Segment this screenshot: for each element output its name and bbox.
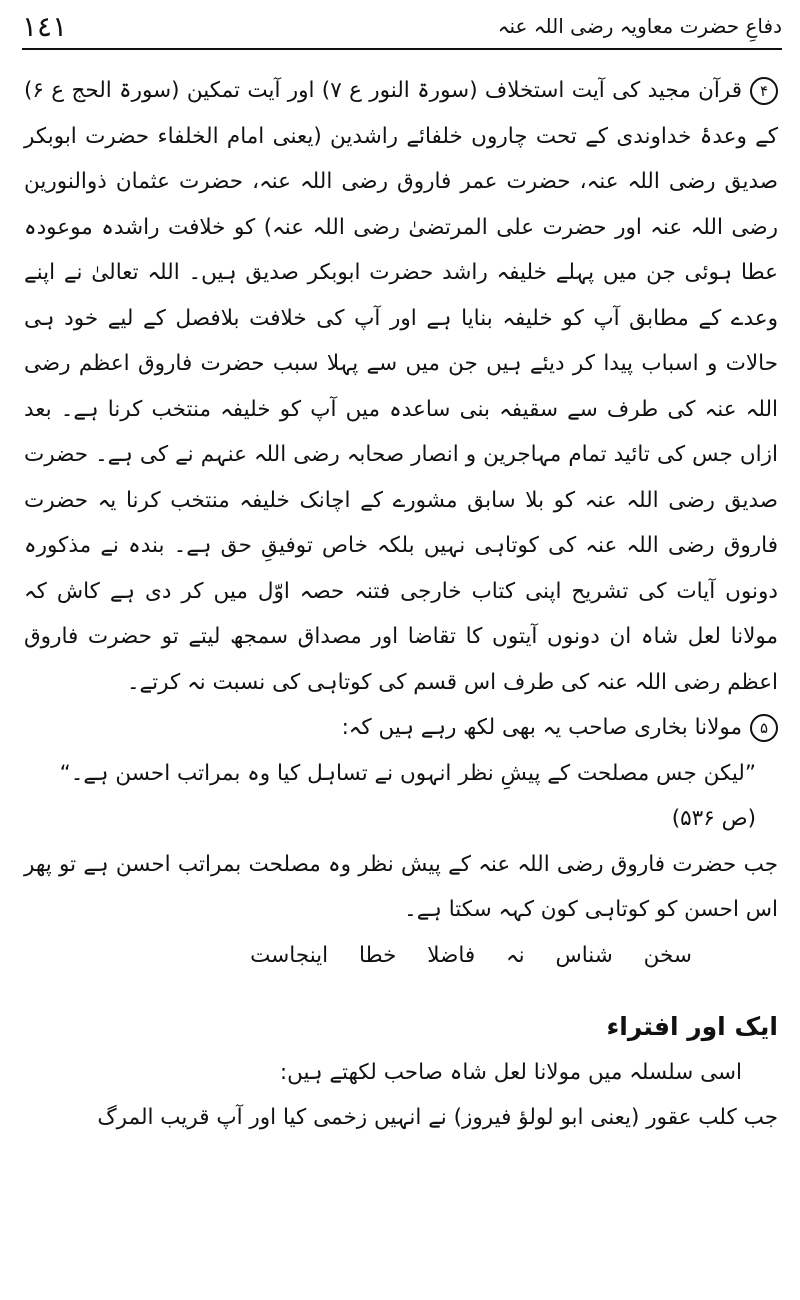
poem-line-text: سخن شناس نہ فاضلا خطا اینجاست — [250, 942, 692, 968]
section-last-line: جب کلب عقور (یعنی ابو لولؤ فیروز) نے انہیں زخمی کیا اور آپ قریب المرگ — [97, 1105, 778, 1130]
quote-reference — [24, 796, 756, 842]
poem-line — [24, 933, 778, 979]
quote-reference-text: (ص ۵۳۶) — [671, 806, 756, 831]
paragraph-4-text: قرآن مجید کی آیت استخلاف (سورۃ النور ع ۷) اور آیت تمکین (سورۃ الحج ع ۶) کے وعدۂ خداوندی کے تحت چاروں خلفائے راشدین (یعنی امام الخلفاء حضرت ابوبکر صدیق رضی اللہ عنہ، حضرت عمر فاروق رضی اللہ عنہ، حضرت عثمان ذوالنورین رضی اللہ عنہ اور حضرت علی المرتضیٰ رضی اللہ عنہ) کو خلافت راشدہ موعودہ عطا ہوئی جن میں پہلے خلیفہ راشد حضرت ابوبکر صدیق ہیں۔ اللہ تعالیٰ نے اپنے وعدے کے مطابق آپ کو خلیفہ بنایا ہے اور آپ کی خلافت بلافصل کے لیے خود ہی حالات و اسباب پیدا کر دیئے ہیں جن میں سے پہلا سبب حضرت فاروق اعظم رضی اللہ عنہ کی طرف سے سقیفہ بنی ساعدہ میں آپ کو خلیفہ منتخب کرنا ہے۔ بعد ازاں جس کی تائید تمام مہاجرین و انصار صحابہ رضی اللہ عنہم نے کی ہے۔ حضرت صدیق رضی اللہ عنہ کو بلا سابق مشورے کے اچانک خلیفہ منتخب کرنا یہ حضرت فاروق رضی اللہ عنہ کی کوتاہی نہیں بلکہ خاص توفیقِ حق ہے۔ بندہ نے مذکورہ دونوں آیات کی تشریح اپنی کتاب خارجی فتنہ حصہ اوّل میں کر دی ہے کاش کہ مولانا لعل شاہ ان دونوں آیتوں کا تقاضا اور مصداق سمجھ لیتے تو حضرت فاروق اعظم رضی اللہ عنہ کی طرف اس قسم کی کوتاہی کی نسبت نہ کرتے۔ — [24, 78, 778, 695]
section-heading: ایک اور افتراء — [606, 1012, 778, 1041]
page-header — [22, 6, 782, 46]
page-number: ١٤١ — [22, 9, 68, 43]
paragraph-number-4: ۴ — [750, 77, 778, 105]
block-quote — [24, 751, 756, 797]
block-quote-text: ”لیکن جس مصلحت کے پیشِ نظر انہوں نے تساہل کیا وہ بمراتب احسن ہے۔“ — [59, 760, 756, 786]
running-title: دفاعِ حضرت معاویہ رضی اللہ عنہ — [497, 14, 782, 38]
paragraph-5-response — [24, 842, 778, 933]
paragraph-5-intro-text: مولانا بخاری صاحب یہ بھی لکھ رہے ہیں کہ: — [341, 715, 742, 740]
paragraph-number-5: ۵ — [750, 714, 778, 742]
paragraph-5-intro — [24, 705, 778, 751]
header-rule — [22, 48, 782, 50]
page-body — [24, 68, 778, 1141]
section-intro: اسی سلسلہ میں مولانا لعل شاہ صاحب لکھتے ہیں: — [279, 1059, 742, 1085]
paragraph-4 — [24, 68, 778, 705]
paragraph-5-response-text: جب حضرت فاروق رضی اللہ عنہ کے پیش نظر وہ مصلحت بمراتب احسن ہے تو پھر اس احسن کو کوتاہی کون کہہ سکتا ہے۔ — [24, 851, 778, 922]
